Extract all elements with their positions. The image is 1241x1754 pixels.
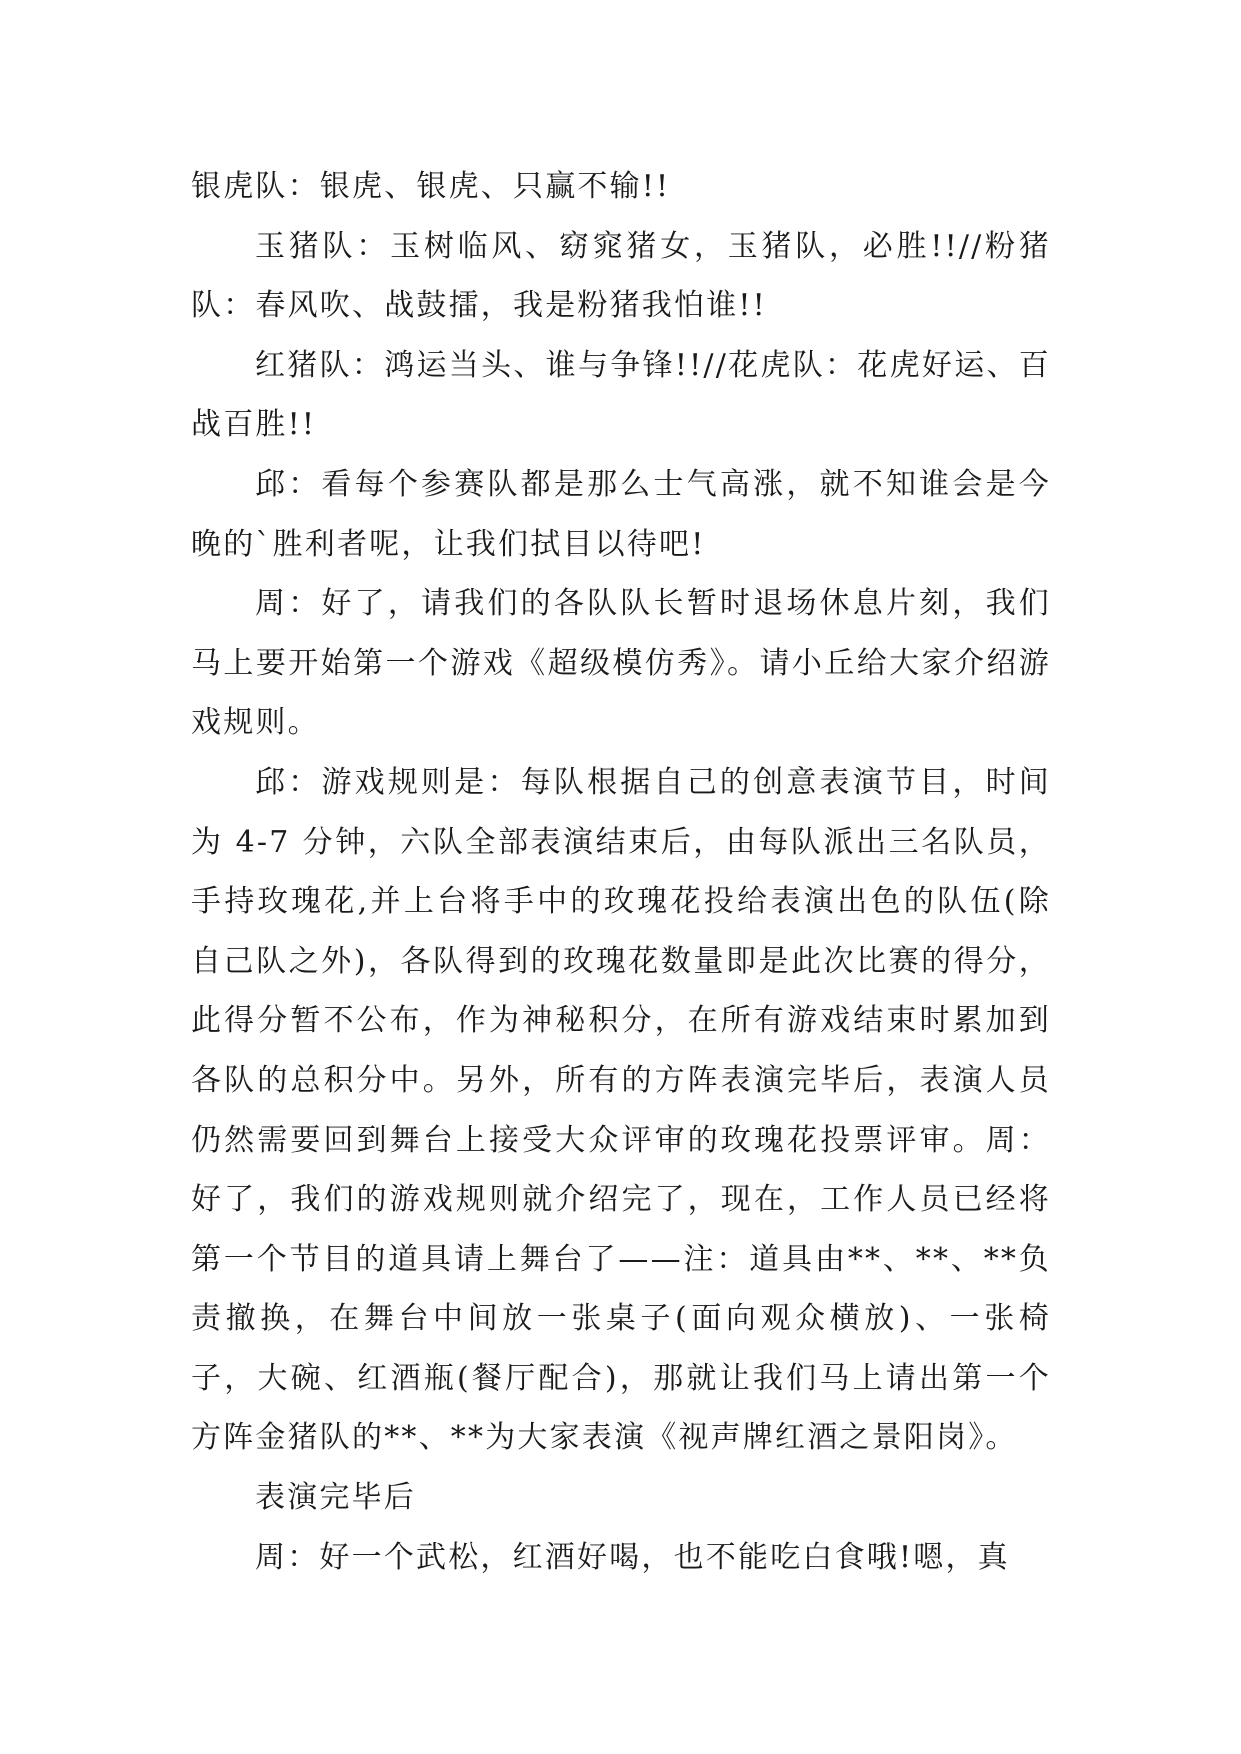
paragraph-qiu-winner: 邱：看每个参赛队都是那么士气高涨，就不知谁会是今晚的`胜利者呢，让我们拭目以待吧!	[191, 466, 1051, 562]
document-body	[191, 157, 1051, 1587]
paragraph-qiu-game-rules: 邱：游戏规则是：每队根据自己的创意表演节目，时间为 4-7 分钟，六队全部表演结束后，由每队派出三名队员，手持玫瑰花,并上台将手中的玫瑰花投给表演出色的队伍(除自己队之外)，各队得到的玫瑰花数量即是此次比赛的得分，此得分暂不公布，作为神秘积分，在所有游戏结束时累加到各队的总积分中。另外，所有的方阵表演完毕后，表演人员仍然需要回到舞台上接受大众评审的玫瑰花投票评审。周：好了，我们的游戏规则就介绍完了，现在，工作人员已经将第一个节目的道具请上舞台了——注：道具由**、**、**负责撤换，在舞台中间放一张桌子(面向观众横放)、一张椅子，大碗、红酒瓶(餐厅配合)，那就让我们马上请出第一个方阵金猪队的**、**为大家表演《视声牌红酒之景阳岗》。	[191, 764, 1051, 1456]
paragraph-zhou-first-game: 周：好了，请我们的各队队长暂时退场休息片刻，我们马上要开始第一个游戏《超级模仿秀》。请小丘给大家介绍游戏规则。	[191, 586, 1051, 741]
paragraph-zhou-wusong: 周：好一个武松，红酒好喝，也不能吃白食哦!嗯，真	[255, 1539, 1010, 1575]
paragraph-after-performance: 表演完毕后	[255, 1480, 416, 1516]
paragraph-yinhu-team: 银虎队：银虎、银虎、只赢不输!!	[191, 169, 671, 204]
paragraph-hongzhu-huahu-team: 红猪队：鸿运当头、谁与争锋!!//花虎队：花虎好运、百战百胜!!	[191, 347, 1051, 443]
paragraph-yuzhu-fenzhu-team: 玉猪队：玉树临风、窈窕猪女，玉猪队，必胜!!//粉猪队：春风吹、战鼓擂，我是粉猪我怕谁!!	[191, 228, 1051, 324]
